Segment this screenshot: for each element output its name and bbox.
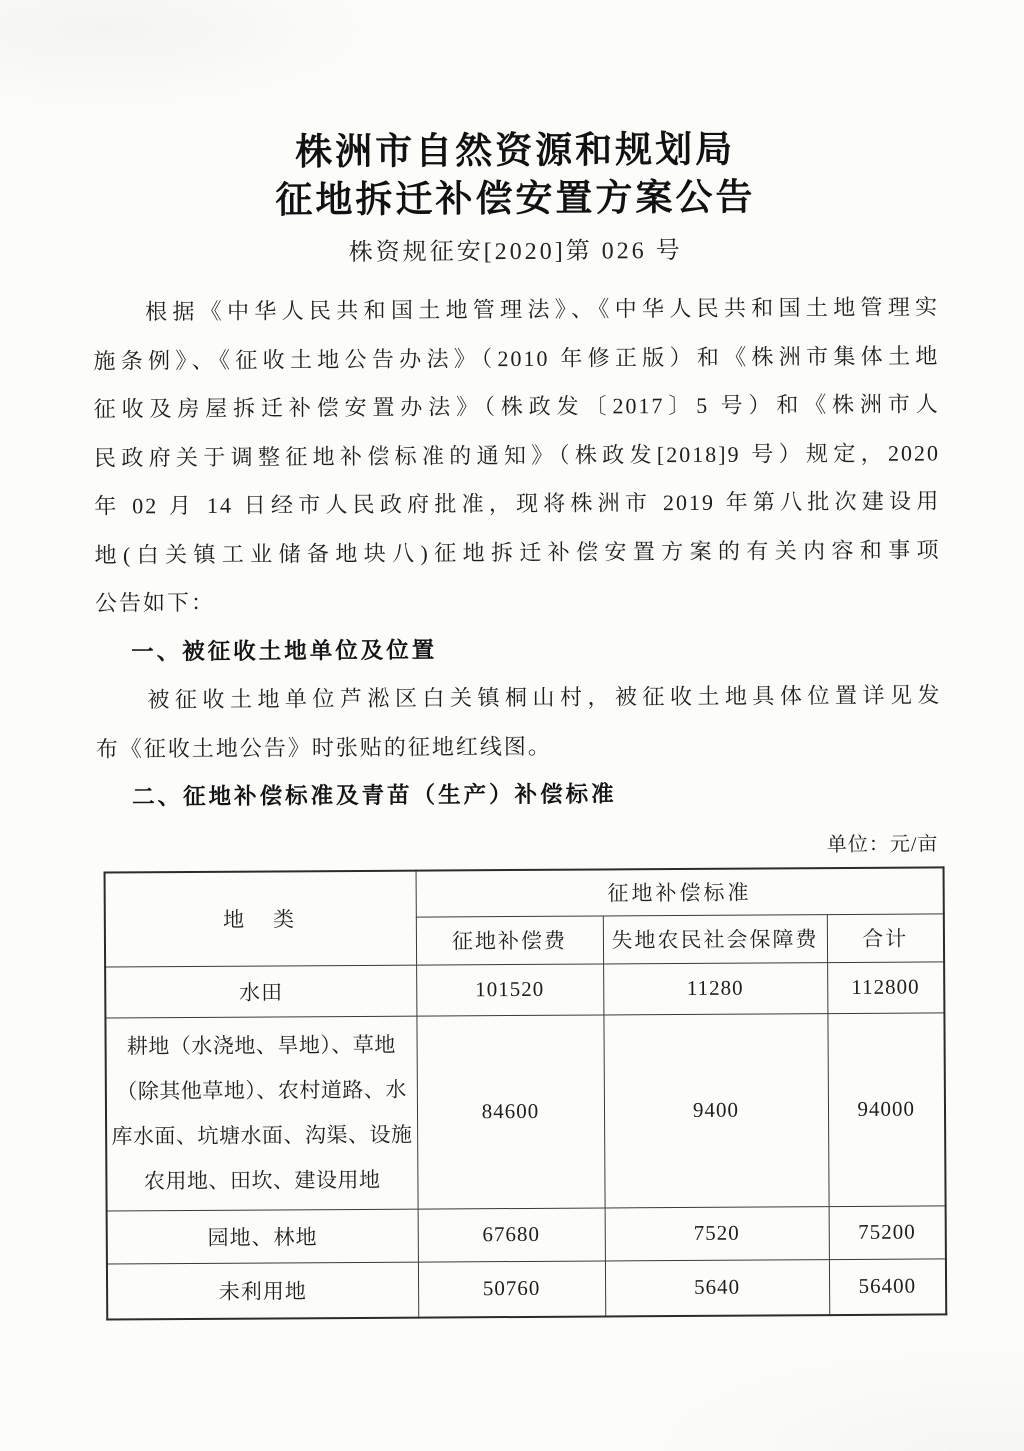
paragraph-line: 年 02 月 14 日经市人民政府批准，现将株洲市 2019 年第八批次建设用 — [94, 488, 941, 519]
cell-fee: 101520 — [416, 963, 603, 1015]
cell-social: 11280 — [603, 962, 827, 1014]
compensation-table — [104, 866, 948, 1320]
paragraph-line: 被征收土地单位芦淞区白关镇桐山村，被征收土地具体位置详见发 — [147, 682, 942, 713]
header-fee: 征地补偿费 — [416, 915, 603, 964]
header-social: 失地农民社会保障费 — [603, 914, 827, 963]
cell-land: 园地、林地 — [107, 1209, 418, 1264]
page-title-line2: 征地拆迁补偿安置方案公告 — [275, 177, 756, 222]
cell-land: 耕地（水浇地、旱地）、草地（除其他草地）、农村道路、水库水面、坑塘水面、沟渠、设施农用地、田坎、建设用地 — [105, 1016, 417, 1211]
cell-fee: 84600 — [416, 1014, 604, 1208]
paragraph-section1 — [95, 671, 942, 773]
paragraph-line: 公告如下： — [94, 589, 215, 616]
header-land-type: 地 类 — [105, 870, 417, 966]
table-row — [107, 1258, 946, 1319]
table-row — [105, 961, 944, 1017]
cell-total: 112800 — [827, 961, 944, 1013]
table-header-row-1 — [105, 867, 944, 919]
page-title-line1: 株洲市自然资源和规划局 — [295, 129, 736, 174]
table-row — [105, 1012, 945, 1210]
section1-heading: 一、被征收土地单位及位置 — [131, 636, 438, 664]
table-unit-note: 单位：元/亩 — [826, 832, 939, 856]
paragraph-line: 根据《中华人民共和国土地管理法》、《中华人民共和国土地管理实 — [145, 294, 940, 325]
section2-heading: 二、征地补偿标准及青苗（生产）补偿标准 — [132, 781, 617, 810]
paragraph-line: 布《征收土地公告》时张贴的征地红线图。 — [95, 733, 552, 762]
cell-social: 7520 — [605, 1206, 829, 1260]
table-row — [107, 1205, 946, 1263]
paragraph-line: 施条例》、《征收土地公告办法》（2010 年修正版）和《株洲市集体土地 — [93, 342, 940, 374]
paragraph-line: 征收及房屋拆迁补偿安置办法》（株政发〔2017〕5 号）和《株洲市人 — [93, 391, 940, 422]
document-content — [92, 125, 945, 1320]
cell-social: 5640 — [605, 1259, 829, 1316]
cell-fee: 50760 — [418, 1260, 605, 1317]
cell-fee: 67680 — [418, 1207, 605, 1261]
cell-land: 未利用地 — [107, 1262, 418, 1319]
header-total: 合计 — [827, 913, 944, 962]
cell-total: 56400 — [829, 1258, 946, 1314]
paragraph-line: 地(白关镇工业储备地块八)征地拆迁补偿安置方案的有关内容和事项 — [94, 536, 941, 568]
header-standard-group: 征地补偿标准 — [416, 867, 944, 917]
document-number: 株资规征安[2020]第 026 号 — [348, 237, 683, 267]
paragraph-intro — [93, 283, 941, 628]
cell-land: 水田 — [105, 965, 416, 1018]
cell-social: 9400 — [603, 1013, 828, 1207]
paragraph-line: 民政府关于调整征地补偿标准的通知》（株政发[2018]9 号）规定，2020 — [93, 439, 941, 471]
cell-total: 75200 — [829, 1205, 946, 1259]
cell-total: 94000 — [827, 1012, 945, 1206]
